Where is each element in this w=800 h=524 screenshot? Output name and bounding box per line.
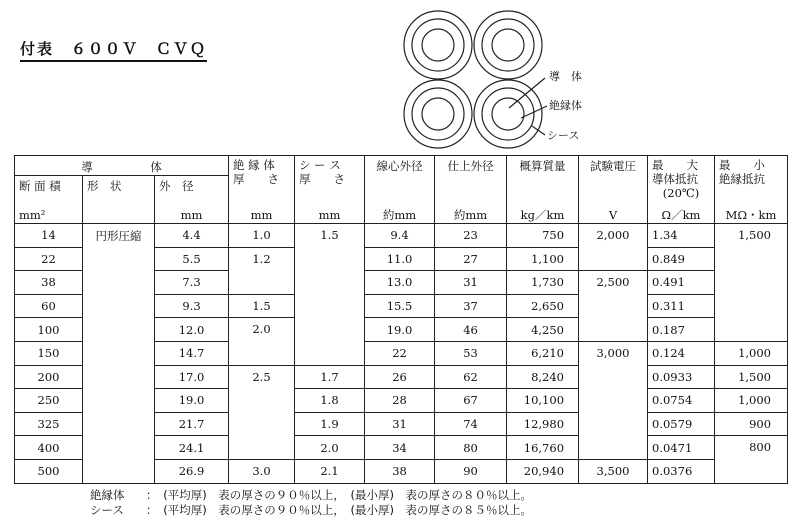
mass-header: 概算質量: [507, 156, 579, 207]
footnote-text: ： (平均厚) 表の厚さの９０％以上， (最小厚) 表の厚さの８０％以上。: [146, 488, 532, 502]
od-header: 外 径: [155, 176, 229, 207]
max-res-line-2: 導体抵抗: [652, 172, 699, 186]
insulation-thickness-header: [229, 156, 295, 207]
cell-sheath: 1.8: [295, 389, 365, 413]
cell-sheath: 1.9: [295, 412, 365, 436]
cell-od: 5.5: [155, 247, 229, 271]
conductor-label: 導 体: [549, 70, 582, 83]
cell-core-od: 9.4: [365, 224, 435, 248]
cell-sheath: 1.5: [295, 224, 365, 366]
cell-max-res: 0.491: [648, 271, 715, 295]
footnotes: [90, 488, 532, 518]
cell-area: 325: [15, 412, 83, 436]
cell-min-ins: 1,500: [715, 365, 788, 389]
max-res-line-3: (20℃): [662, 186, 700, 200]
cell-mass: 750: [507, 224, 579, 248]
core-top-right: [474, 11, 542, 79]
insulation-label: 絶縁体: [549, 99, 582, 112]
cell-area: 250: [15, 389, 83, 413]
cell-finish-od: 31: [435, 271, 507, 295]
cell-shape: 円形圧縮: [83, 224, 155, 484]
cell-od: 19.0: [155, 389, 229, 413]
cell-area: 14: [15, 224, 83, 248]
cell-sheath: 2.0: [295, 436, 365, 460]
cell-finish-od: 23: [435, 224, 507, 248]
cell-core-od: 38: [365, 459, 435, 483]
cell-max-res: 0.311: [648, 294, 715, 318]
sheath-leader-line: [532, 126, 545, 135]
cell-mass: 12,980: [507, 412, 579, 436]
cable-spec-table: [14, 155, 788, 484]
sheath-header-line-1: シ ー ス: [299, 158, 341, 172]
cell-ins: 3.0: [229, 459, 295, 483]
cell-core-od: 11.0: [365, 247, 435, 271]
cell-core-od: 26: [365, 365, 435, 389]
unit-min-ins: MΩ・km: [715, 206, 788, 224]
cell-max-res: 0.0754: [648, 389, 715, 413]
cell-finish-od: 27: [435, 247, 507, 271]
core-top-left: [404, 11, 472, 79]
min-ins-line-2: 絶縁抵抗: [719, 172, 766, 186]
sheath-thickness-header: [295, 156, 365, 207]
cell-mass: 16,760: [507, 436, 579, 460]
cell-finish-od: 62: [435, 365, 507, 389]
cell-max-res: 0.187: [648, 318, 715, 342]
max-resistance-header: [648, 156, 715, 207]
cell-core-od: 28: [365, 389, 435, 413]
cell-od: 17.0: [155, 365, 229, 389]
cell-mass: 20,940: [507, 459, 579, 483]
test-voltage-header: 試験電圧: [579, 156, 648, 207]
cell-ins: 2.5: [229, 365, 295, 459]
core-bottom-right: [474, 80, 542, 148]
cell-mass: 4,250: [507, 318, 579, 342]
cell-core-od: 13.0: [365, 271, 435, 295]
cell-min-ins: 1,000: [715, 341, 788, 365]
cable-cross-section-diagram: [395, 8, 655, 150]
core-od-header: 線心外径: [365, 156, 435, 207]
cell-finish-od: 53: [435, 341, 507, 365]
insulation-header-line-2: 厚 さ: [233, 172, 280, 186]
cell-od: 26.9: [155, 459, 229, 483]
cell-finish-od: 37: [435, 294, 507, 318]
min-insulation-resistance-header: [715, 156, 788, 207]
cell-od: 14.7: [155, 341, 229, 365]
cell-ins: 2.0: [229, 318, 295, 365]
footnote-label: 絶縁体: [90, 488, 125, 502]
shape-header: 形 状: [83, 176, 155, 207]
max-res-line-1: 最 大: [652, 158, 699, 172]
unit-mass: kg／km: [507, 206, 579, 224]
cell-finish-od: 46: [435, 318, 507, 342]
unit-ins: mm: [229, 206, 295, 224]
core-bottom-left: [404, 80, 472, 148]
cell-od: 12.0: [155, 318, 229, 342]
sheath-header-line-2: 厚 さ: [299, 172, 346, 186]
cell-finish-od: 74: [435, 412, 507, 436]
cell-area: 22: [15, 247, 83, 271]
cell-core-od: 19.0: [365, 318, 435, 342]
cell-area: 200: [15, 365, 83, 389]
cell-min-ins: 1,000: [715, 389, 788, 413]
cell-sheath: 1.7: [295, 365, 365, 389]
cell-area: 100: [15, 318, 83, 342]
cell-max-res: 1.34: [648, 224, 715, 248]
page-title: 付表 ６００Ｖ ＣＶＱ: [20, 38, 207, 62]
cell-max-res: 0.0376: [648, 459, 715, 483]
sheath-label: シース: [547, 129, 580, 142]
footnote-label: シース: [90, 503, 124, 517]
cell-area: 400: [15, 436, 83, 460]
cell-mass: 10,100: [507, 389, 579, 413]
cell-min-ins: 900: [715, 412, 788, 436]
cell-mass: 8,240: [507, 365, 579, 389]
cell-core-od: 15.5: [365, 294, 435, 318]
cell-mass: 6,210: [507, 341, 579, 365]
conductor-leader-line: [509, 78, 545, 108]
cell-max-res: 0.124: [648, 341, 715, 365]
cell-core-od: 22: [365, 341, 435, 365]
cell-mass: 1,730: [507, 271, 579, 295]
unit-area: mm²: [15, 206, 83, 224]
header-row-1: [15, 156, 788, 176]
unit-max-res: Ω／km: [648, 206, 715, 224]
cell-test-voltage: 3,000: [579, 341, 648, 459]
cell-max-res: 0.0471: [648, 436, 715, 460]
cell-test-voltage: 3,500: [579, 459, 648, 483]
cell-min-ins: 1,500: [715, 224, 788, 342]
cell-finish-od: 90: [435, 459, 507, 483]
footnote-sheath: [90, 503, 532, 518]
cell-od: 9.3: [155, 294, 229, 318]
cell-area: 150: [15, 341, 83, 365]
unit-od: mm: [155, 206, 229, 224]
footnote-insulation: [90, 488, 532, 503]
cell-od: 24.1: [155, 436, 229, 460]
cell-area: 38: [15, 271, 83, 295]
cell-sheath: 2.1: [295, 459, 365, 483]
unit-finish-od: 約mm: [435, 206, 507, 224]
cell-od: 7.3: [155, 271, 229, 295]
min-ins-line-1: 最 小: [719, 158, 766, 172]
cell-od: 21.7: [155, 412, 229, 436]
cell-test-voltage: 2,500: [579, 271, 648, 342]
cell-mass: 1,100: [507, 247, 579, 271]
unit-shape-empty: [83, 206, 155, 224]
table-row: [15, 224, 788, 248]
cell-min-ins: 800: [715, 436, 788, 483]
unit-sheath: mm: [295, 206, 365, 224]
footnote-text: ： (平均厚) 表の厚さの９０％以上， (最小厚) 表の厚さの８５％以上。: [146, 503, 532, 517]
conductor-header: 導 体: [15, 156, 229, 176]
cell-area: 500: [15, 459, 83, 483]
cell-core-od: 34: [365, 436, 435, 460]
cell-finish-od: 80: [435, 436, 507, 460]
unit-core-od: 約mm: [365, 206, 435, 224]
cell-max-res: 0.0933: [648, 365, 715, 389]
cell-ins: 1.2: [229, 247, 295, 294]
cell-max-res: 0.0579: [648, 412, 715, 436]
finish-od-header: 仕上外径: [435, 156, 507, 207]
cell-mass: 2,650: [507, 294, 579, 318]
area-header: 断 面 積: [15, 176, 83, 207]
cell-test-voltage: 2,000: [579, 224, 648, 271]
cell-ins: 1.0: [229, 224, 295, 248]
cell-max-res: 0.849: [648, 247, 715, 271]
insulation-header-line-1: 絶 縁 体: [233, 158, 275, 172]
cell-area: 60: [15, 294, 83, 318]
units-row: [15, 206, 788, 224]
unit-test-voltage: V: [579, 206, 648, 224]
cell-od: 4.4: [155, 224, 229, 248]
cell-ins: 1.5: [229, 294, 295, 318]
cell-finish-od: 67: [435, 389, 507, 413]
cell-core-od: 31: [365, 412, 435, 436]
